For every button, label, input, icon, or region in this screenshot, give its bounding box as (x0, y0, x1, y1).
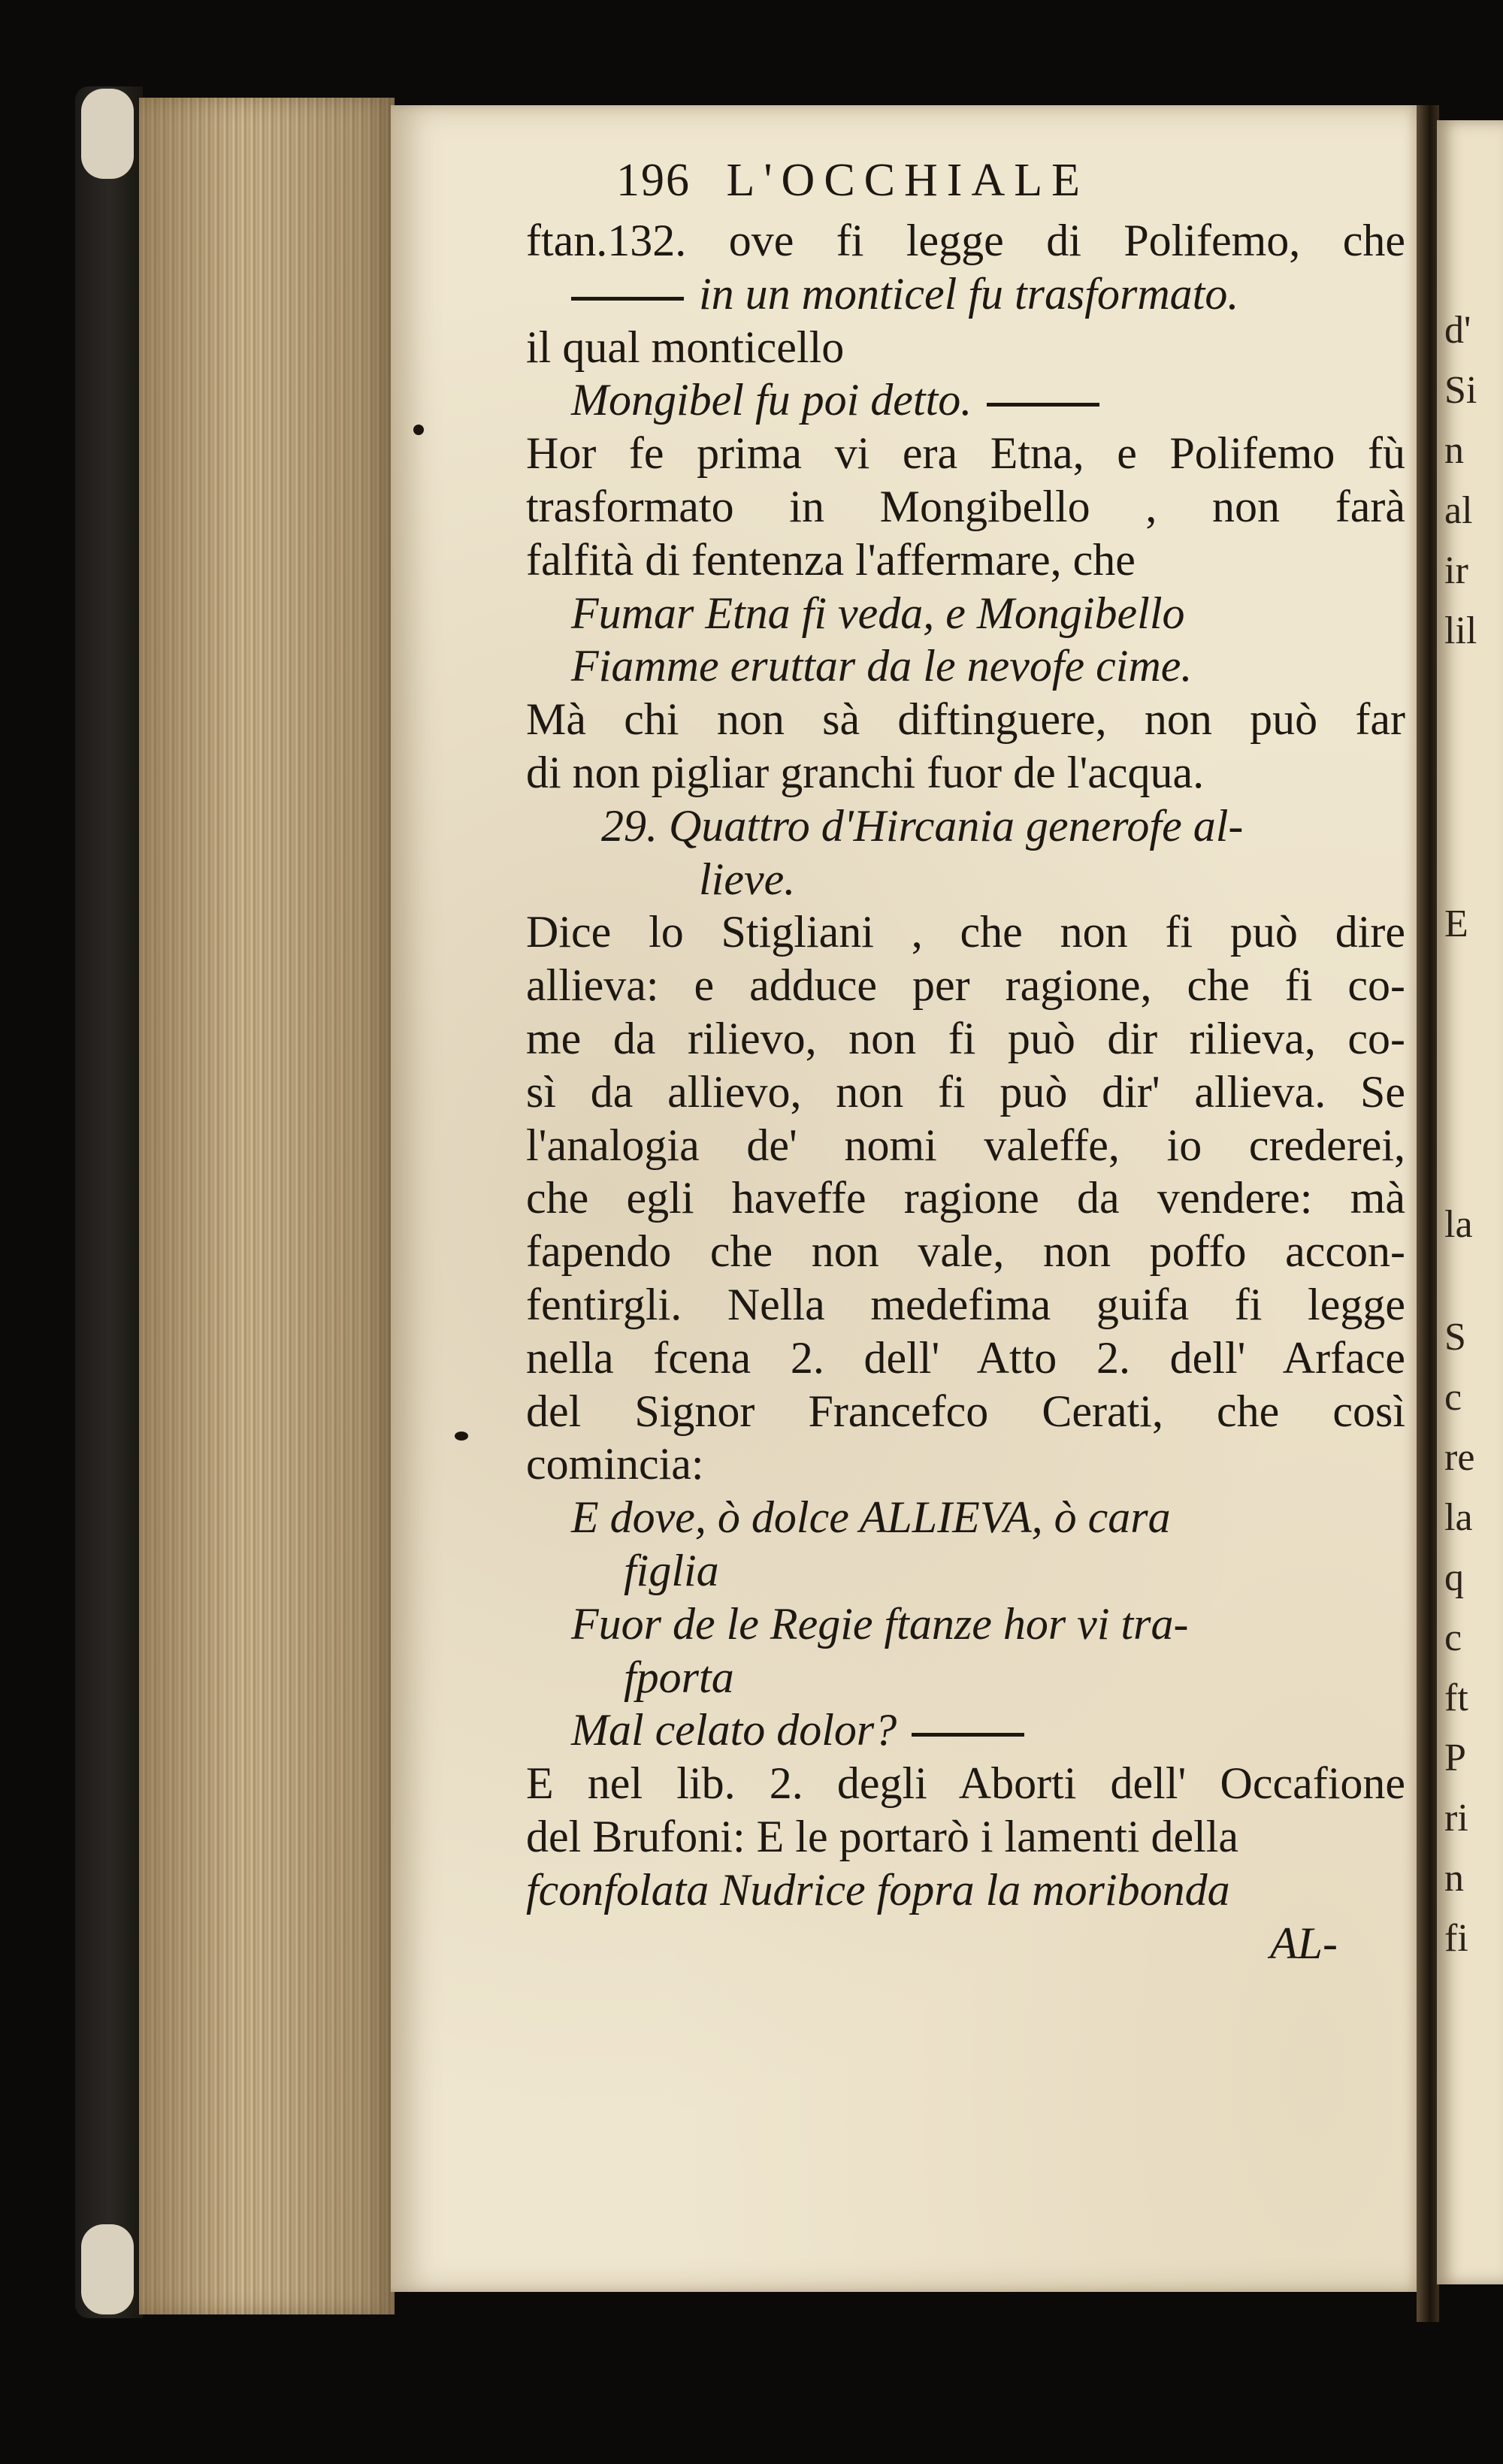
text-line: Hor fe prima vi era Etna, e Polifemo fù (526, 428, 1405, 479)
text-line: trasformato in Mongibello , non farà (526, 481, 1405, 531)
page-text (526, 154, 1405, 1970)
facing-page-fragment: n (1444, 429, 1464, 472)
text-line: del Signor Francefco Cerati, che così (526, 1386, 1405, 1436)
verse-line: Fuor de le Regie ftanze hor vi tra- (571, 1598, 1189, 1649)
verse-line: fporta (624, 1652, 734, 1702)
verse-line: Fiamme eruttar da le nevofe cime. (571, 641, 1193, 691)
text-line: fentirgli. Nella medefima guifa fi legge (526, 1279, 1405, 1329)
running-title: L'OCCHIALE (726, 155, 1089, 206)
facing-page-fragment: c (1444, 1616, 1462, 1659)
page-edges (139, 98, 395, 2314)
running-head (526, 154, 1405, 214)
text-line: Dice lo Stigliani , che non fi può dire (526, 907, 1405, 957)
facing-page-fragment: q (1444, 1556, 1464, 1599)
facing-page-fragment: lil (1444, 609, 1477, 652)
facing-page-fragment: c (1444, 1376, 1462, 1419)
verse-line: in un monticel fu trasformato. (526, 268, 1405, 321)
facing-page-fragment: n (1444, 1857, 1464, 1900)
text-line: me da rilievo, non fi può dir rilieva, co- (526, 1013, 1405, 1063)
facing-page-fragment: E (1444, 902, 1468, 945)
text-line: comincia: (526, 1439, 704, 1489)
dash-rule (987, 403, 1099, 407)
book-cover (75, 86, 143, 2318)
text-line: del Brufoni: E le portarò i lamenti della (526, 1811, 1239, 1861)
dash-rule (571, 297, 684, 301)
ink-spot (413, 425, 424, 435)
book-gutter (1417, 105, 1439, 2322)
text-line: sì da allievo, non fi può dir' allieva. Se (526, 1066, 1405, 1117)
facing-page-fragment: S (1444, 1316, 1466, 1359)
text-line: ftan.132. ove fi legge di Polifemo, che (526, 216, 1405, 265)
facing-page-fragment: ft (1444, 1676, 1468, 1719)
section-heading-cont: lieve. (699, 854, 796, 904)
text-line: allieva: e adduce per ragione, che fi co- (526, 960, 1405, 1011)
verse-line: Mongibel fu poi detto. (526, 373, 1405, 427)
verse-line: Fumar Etna fi veda, e Mongibello (571, 588, 1185, 638)
text-line: nella fcena 2. dell' Atto 2. dell' Arface (526, 1332, 1405, 1383)
text-line: il qual monticello (526, 322, 845, 372)
text-line: che egli haveffe ragione da vendere: mà (526, 1173, 1405, 1223)
section-heading: 29. Quattro d'Hircania generofe al- (601, 800, 1244, 851)
facing-page-fragment: al (1444, 489, 1473, 532)
text-line: fapendo che non vale, non poffo accon- (526, 1226, 1405, 1277)
text-line: fconfolata Nudrice fopra la moribonda (526, 1864, 1230, 1915)
page-number: 196 (616, 155, 691, 206)
facing-page-fragment: Si (1444, 369, 1477, 412)
clasp-tab-top (81, 89, 134, 179)
text-line: l'analogia de' nomi valeffe, io crederei, (526, 1120, 1405, 1170)
verse-line: figlia (624, 1545, 719, 1595)
facing-page-fragment: la (1444, 1496, 1473, 1539)
verse-line: Mal celato dolor? (526, 1704, 1405, 1757)
catchword: AL- (1270, 1918, 1338, 1968)
ink-spot (455, 1432, 468, 1441)
facing-page-fragment: la (1444, 1203, 1473, 1246)
text-line: Mà chi non sà diftinguere, non può far (526, 694, 1405, 745)
facing-page-fragment: ir (1444, 549, 1468, 592)
facing-page-fragment: P (1444, 1737, 1466, 1779)
facing-page-fragment: re (1444, 1436, 1475, 1479)
verse-line: E dove, ò dolce ALLIEVA, ò cara (571, 1492, 1171, 1543)
facing-page-fragment: fi (1444, 1917, 1468, 1960)
facing-page-fragment: ri (1444, 1797, 1468, 1840)
clasp-tab-bottom (81, 2224, 134, 2314)
text-line: E nel lib. 2. degli Aborti dell' Occafione (526, 1758, 1405, 1809)
text-line: di non pigliar granchi fuor de l'acqua. (526, 747, 1205, 797)
facing-page-fragment: d' (1444, 309, 1471, 352)
text-line: falfità di fentenza l'affermare, che (526, 534, 1136, 585)
facing-page (1437, 120, 1503, 2284)
dash-rule (912, 1733, 1024, 1737)
